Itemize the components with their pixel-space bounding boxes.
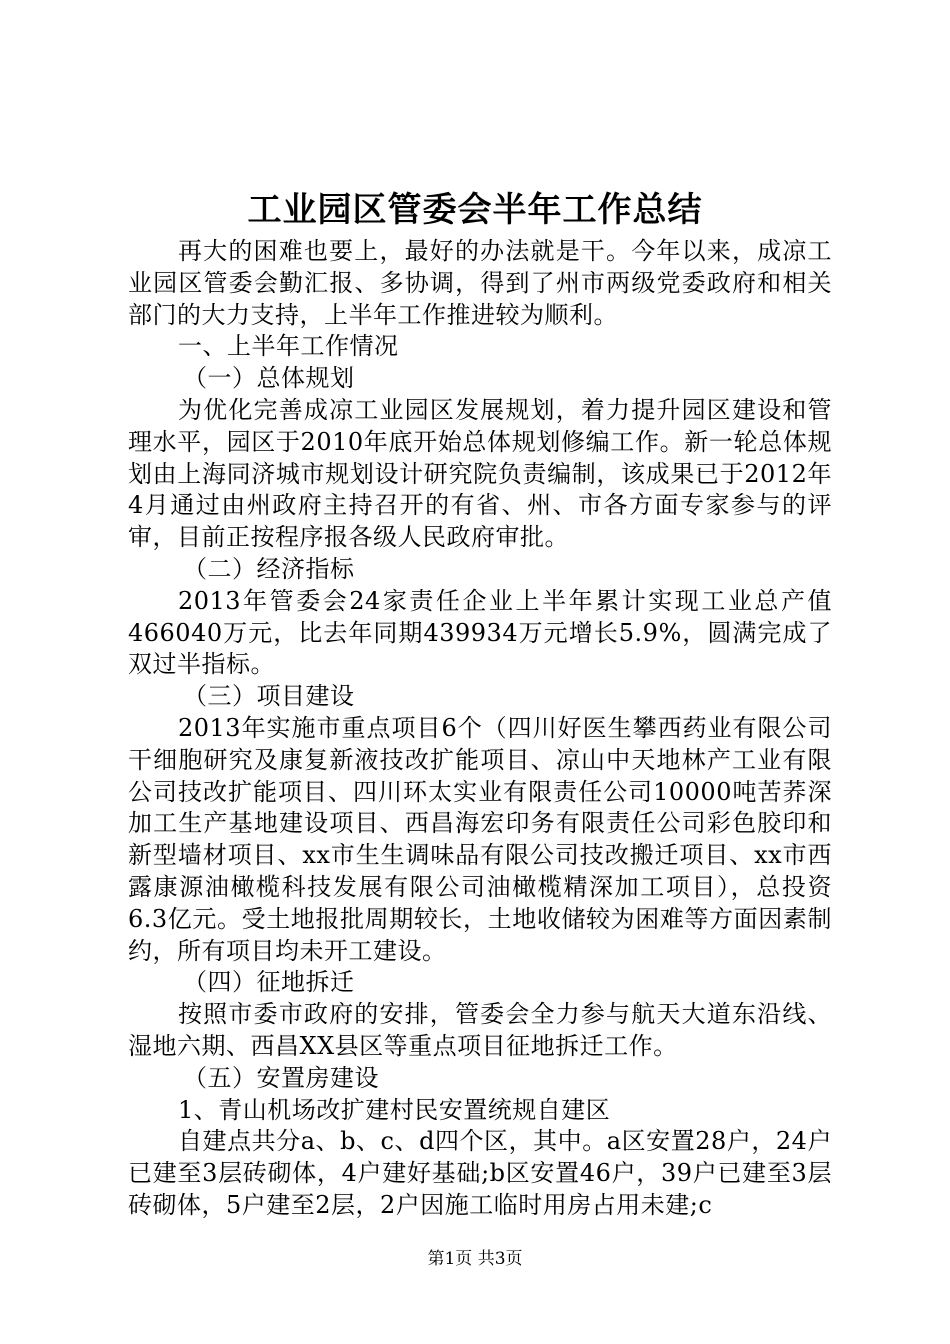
subheading-land: （四）征地拆迁 bbox=[183, 968, 355, 997]
document-body bbox=[128, 236, 832, 1222]
paragraph-projects: 2013年实施市重点项目6个（四川好医生攀西药业有限公司干细胞研究及康复新液技改扩能项目、凉山中天地林产工业有限公司技改扩能项目、四川环太实业有限责任公司10000吨苦荞深加工生产基地建设项目、西昌海宏印务有限责任公司彩色胶印和新型墙材项目、xx市生生调味品有限公司技改搬迁项目、xx市西露康源油橄榄科技发展有限公司油橄榄精深加工项目），总投资6.3亿元。受土地报批周期较长，土地收储较为困难等方面因素制约，所有项目均未开工建设。 bbox=[128, 713, 832, 965]
page-footer: 第1页 共3页 bbox=[427, 1249, 523, 1269]
subheading-planning: （一）总体规划 bbox=[183, 364, 355, 393]
paragraph-economy: 2013年管委会24家责任企业上半年累计实现工业总产值466040万元，比去年同期439934万元增长5.9%，圆满完成了双过半指标。 bbox=[128, 586, 832, 679]
subheading-housing: （五）安置房建设 bbox=[183, 1063, 379, 1092]
page-title: 工业园区管委会半年工作总结 bbox=[247, 190, 703, 230]
housing-item-1: 1、青山机场改扩建村民安置统规自建区 bbox=[178, 1095, 611, 1124]
paragraph-housing: 自建点共分a、b、c、d四个区，其中。a区安置28户，24户已建至3层砖砌体，4户建好基础;b区安置46户，39户已建至3层砖砌体，5户建至2层，2户因施工临时用房占用未建;c bbox=[128, 1127, 832, 1219]
paragraph-land: 按照市委市政府的安排，管委会全力参与航天大道东沿线、湿地六期、西昌XX县区等重点项目征地拆迁工作。 bbox=[128, 1000, 832, 1060]
subheading-projects: （三）项目建设 bbox=[183, 682, 355, 711]
paragraph-planning: 为优化完善成凉工业园区发展规划，着力提升园区建设和管理水平，园区于2010年底开始总体规划修编工作。新一轮总体规划由上海同济城市规划设计研究院负责编制，该成果已于2012年4月通过由州政府主持召开的有省、州、市各方面专家参与的评审，目前正按程序报各级人民政府审批。 bbox=[128, 395, 832, 552]
section-heading-1: 一、上半年工作情况 bbox=[178, 332, 399, 361]
intro-paragraph: 再大的困难也要上，最好的办法就是干。今年以来，成凉工业园区管委会勤汇报、多协调，得到了州市两级党委政府和相关部门的大力支持，上半年工作推进较为顺利。 bbox=[128, 237, 832, 329]
subheading-economy: （二）经济指标 bbox=[183, 554, 355, 583]
